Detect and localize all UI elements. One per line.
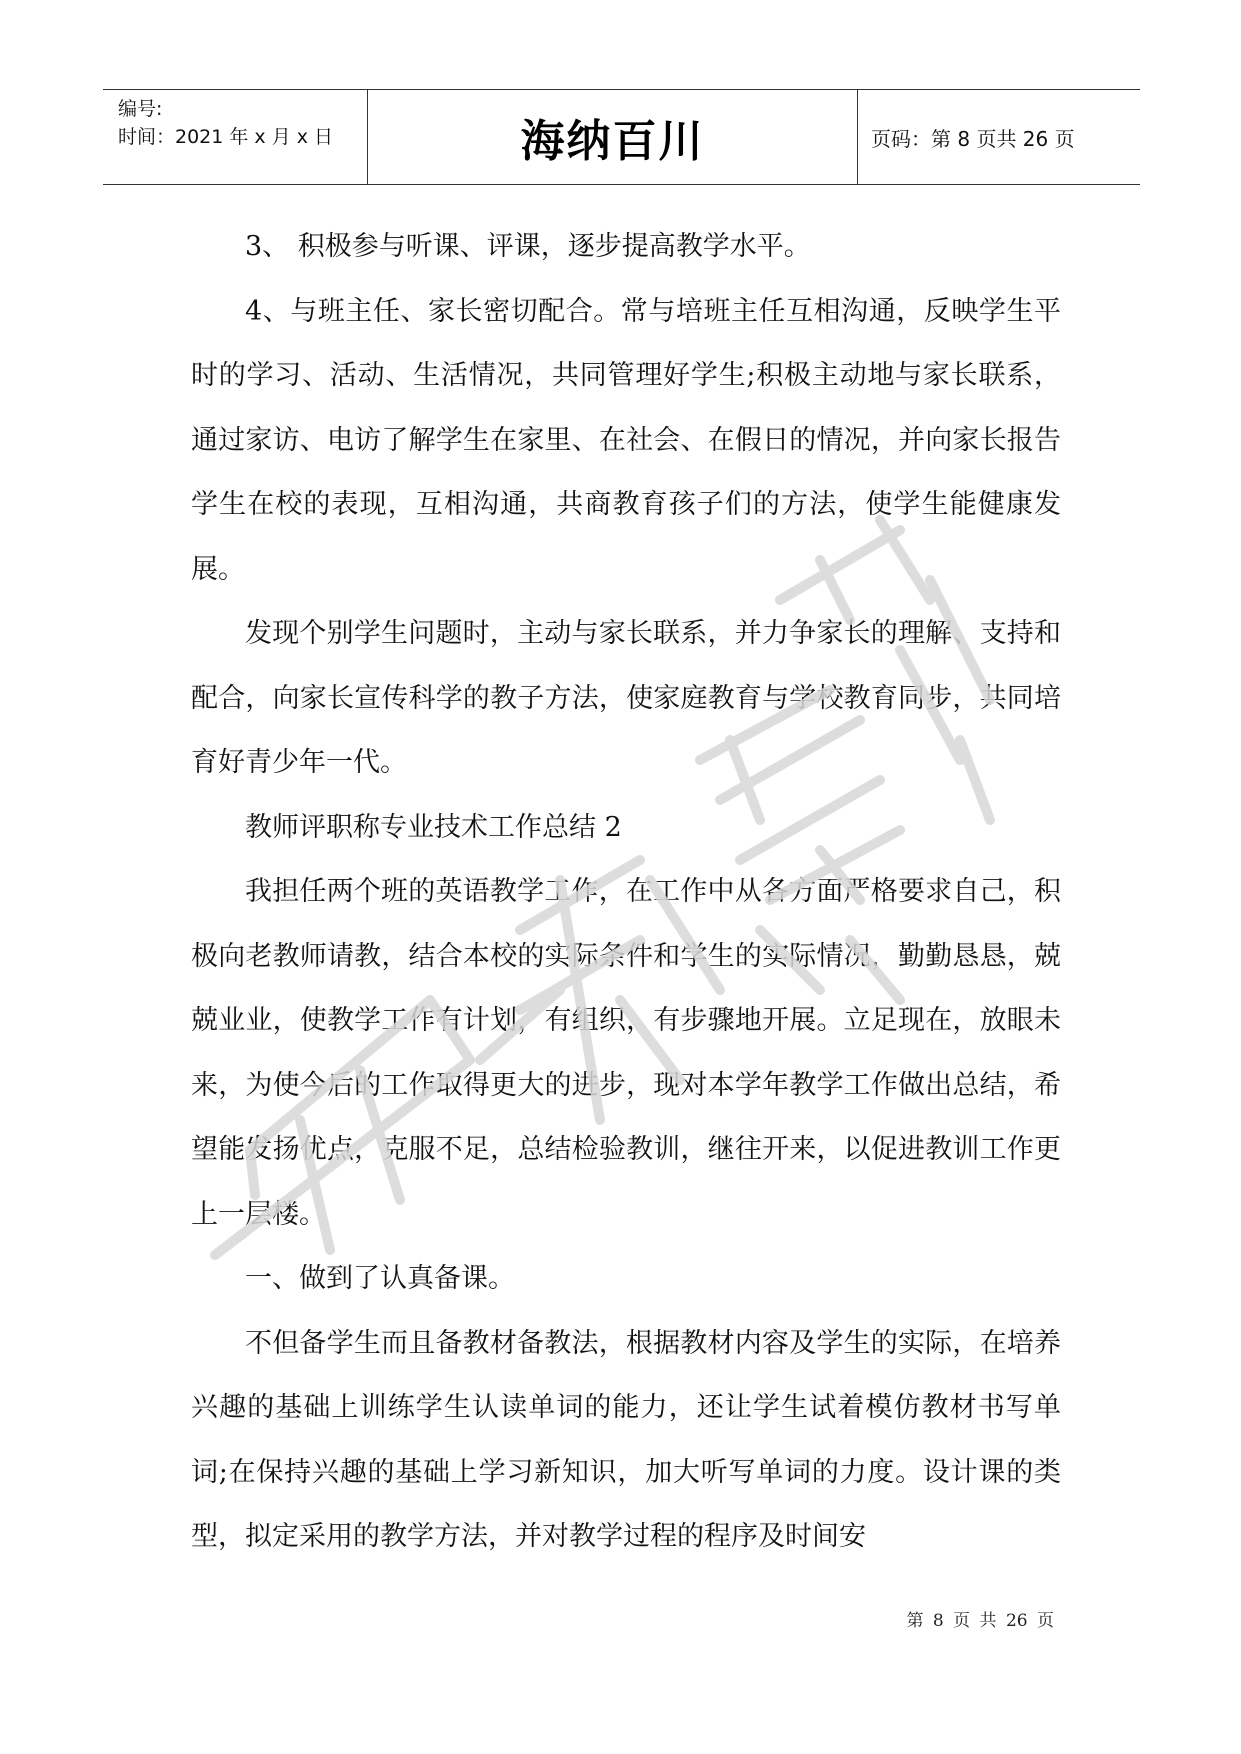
paragraph: 4、与班主任、家长密切配合。常与培班主任互相沟通，反映学生平时的学习、活动、生活情况，共同管理好学生;积极主动地与家长联系，通过家访、电访了解学生在家里、在社会、在假日的情况，并向家长报告学生在校的表现，互相沟通，共商教育孩子们的方法，使学生能健康发展。: [191, 295, 1061, 585]
section-title: 教师评职称专业技术工作总结 2: [245, 811, 622, 843]
document-body: [191, 215, 1061, 1570]
brand-title: 海纳百川: [520, 116, 705, 167]
paragraph: 3、 积极参与听课、评课，逐步提高教学水平。: [245, 231, 811, 262]
header-page-cell: [858, 90, 1140, 184]
number-label: 编号:: [118, 98, 163, 120]
paragraph: 发现个别学生问题时，主动与家长联系，并力争家长的理解、支持和配合，向家长宣传科学的教子方法，使家庭教育与学校教育同步，共同培育好青少年一代。: [191, 618, 1061, 778]
page-footer: 第 8 页 共 26 页: [906, 1611, 1054, 1631]
header-meta-cell: [103, 90, 368, 184]
paragraph: 我担任两个班的英语教学工作，在工作中从各方面严格要求自己，积极向老教师请教，结合本校的实际条件和学生的实际情况，勤勤恳恳，兢兢业业，使教学工作有计划，有组织，有步骤地开展。立足现在，放眼未来，为使今后的工作取得更大的进步，现对本学年教学工作做出总结，希望能发扬优点，克服不足，总结检验教训，继往开来，以促进教训工作更上一层楼。: [191, 876, 1061, 1230]
header-table: [103, 89, 1140, 185]
paragraph: 不但备学生而且备教材备教法，根据教材内容及学生的实际，在培养兴趣的基础上训练学生认读单词的能力，还让学生试着模仿教材书写单词;在保持兴趣的基础上学习新知识，加大听写单词的力度。设计课的类型，拟定采用的教学方法，并对教学过程的程序及时间安: [191, 1327, 1061, 1552]
time-label: 时间：2021 年 x 月 x 日: [118, 126, 334, 148]
section-heading: 一、做到了认真备课。: [245, 1263, 515, 1294]
header-brand-cell: [368, 90, 858, 184]
page-info: 页码：第 8 页共 26 页: [871, 126, 1075, 151]
